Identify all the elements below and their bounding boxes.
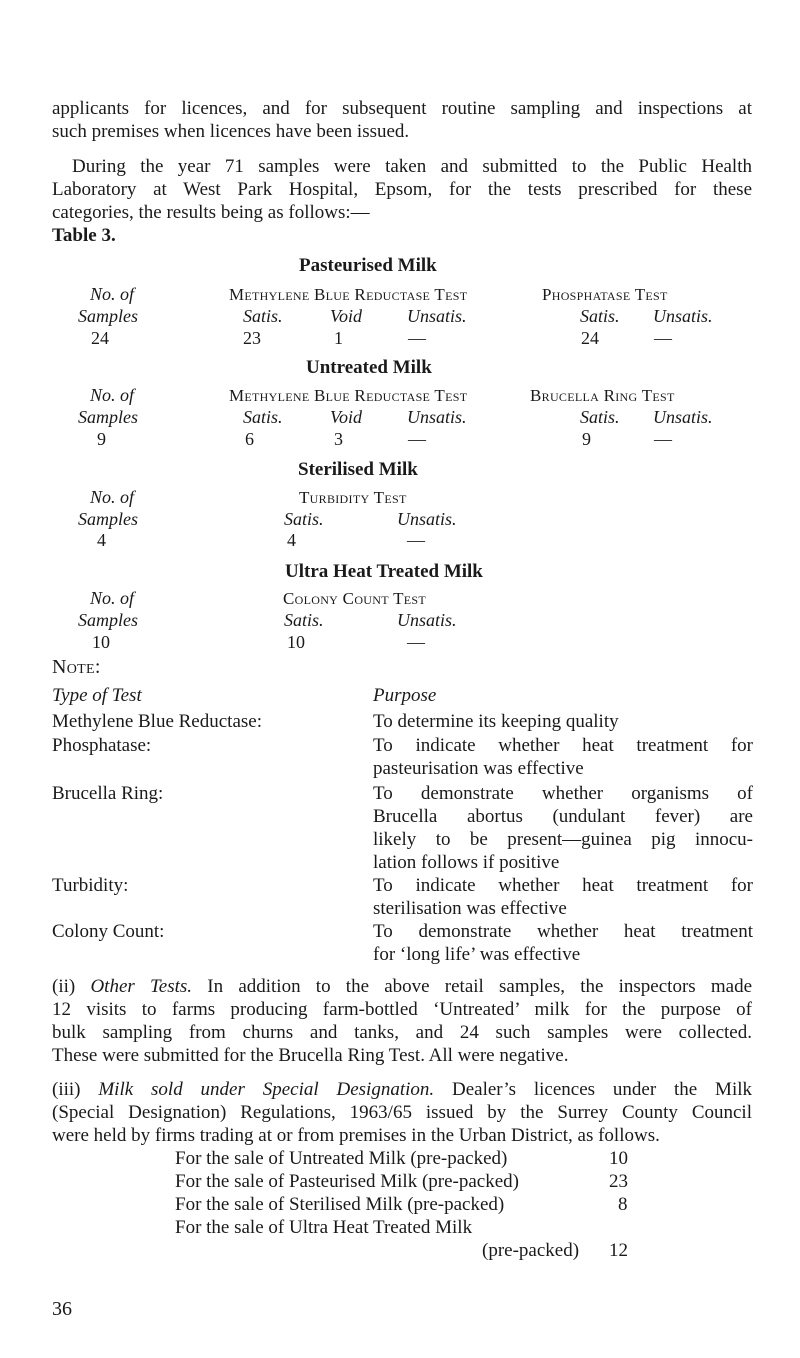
text-line: Laboratory at West Park Hospital, Epsom, for the tests prescribed for these <box>52 179 752 200</box>
no-of-label: No. of <box>90 284 135 304</box>
test-header-brucella: Brucella Ring Test <box>530 386 675 405</box>
text-line: During the year 71 samples were taken and submitted to the Public Health <box>72 156 752 177</box>
text-line: lation follows if positive <box>373 852 560 873</box>
text-line: 12 visits to farms producing farm-bottled ‘Untreated’ milk for the purpose of <box>52 999 752 1020</box>
samples-label: Samples <box>78 306 138 326</box>
value-unsatis: — <box>407 632 425 652</box>
text-line: (Special Designation) Regulations, 1963/65 issued by the Surrey County Council <box>52 1102 752 1123</box>
note-purpose-brucella <box>373 782 753 874</box>
sale-value: 8 <box>618 1194 628 1215</box>
text-line: likely to be present—guinea pig innocu- <box>373 829 753 850</box>
col-unsatis: Unsatis. <box>407 407 467 427</box>
special-line-0: Dealer’s licences under the Milk <box>452 1079 753 1100</box>
col-void: Void <box>330 306 363 326</box>
special-label: (iii) <box>52 1079 81 1100</box>
col-unsatis: Unsatis. <box>397 509 457 529</box>
text-line: sterilisation was effective <box>373 898 567 919</box>
section-title-uht: Ultra Heat Treated Milk <box>285 561 483 582</box>
text-line: To indicate whether heat treatment for <box>373 735 753 756</box>
text-line <box>52 975 752 998</box>
value-satis: 4 <box>287 530 296 550</box>
value-unsatis: — <box>407 530 425 550</box>
section-title-untreated: Untreated Milk <box>306 357 432 378</box>
note-purpose-methylene <box>373 710 753 733</box>
sale-label: (pre-packed) <box>482 1240 580 1261</box>
value-unsatis: — <box>408 429 426 449</box>
text-line: Brucella abortus (undulant fever) are <box>373 806 753 827</box>
note-type-brucella: Brucella Ring: <box>52 783 164 804</box>
note-col-type: Type of Test <box>52 685 142 706</box>
text-line: These were submitted for the Brucella Ring Test. All were negative. <box>52 1045 569 1066</box>
samples-count-uht: 10 <box>92 632 110 652</box>
intro-paragraph-2 <box>52 155 752 224</box>
test-header-phosphatase: Phosphatase Test <box>542 285 668 304</box>
section-title-sterilised: Sterilised Milk <box>298 459 418 480</box>
col-satis: Satis. <box>284 610 324 630</box>
col-unsatis: Unsatis. <box>653 306 713 326</box>
test-header-turbidity: Turbidity Test <box>299 488 407 507</box>
text-line: pasteurisation was effective <box>373 758 584 779</box>
value-satis: 6 <box>245 429 254 449</box>
value-unsatis: — <box>408 328 426 348</box>
section-title-pasteurised: Pasteurised Milk <box>299 255 437 276</box>
col-satis: Satis. <box>243 306 283 326</box>
value-satis: 10 <box>287 632 305 652</box>
other-tests-title: Other Tests. <box>90 976 193 997</box>
text-line: such premises when licences have been issued. <box>52 121 410 142</box>
sale-value: 12 <box>609 1240 628 1261</box>
text-line: To indicate whether heat treatment for <box>373 875 753 896</box>
sale-label: For the sale of Ultra Heat Treated Milk <box>175 1217 473 1238</box>
no-of-label: No. of <box>90 385 135 405</box>
sale-value: 10 <box>609 1148 628 1169</box>
value-void: 3 <box>334 429 343 449</box>
text-line: for ‘long life’ was effective <box>373 944 581 965</box>
col-satis: Satis. <box>580 407 620 427</box>
note-col-purpose: Purpose <box>373 685 437 706</box>
value-unsatis: — <box>654 429 672 449</box>
sale-value: 23 <box>609 1171 628 1192</box>
test-header-colony: Colony Count Test <box>283 589 427 608</box>
col-satis: Satis. <box>580 306 620 326</box>
sale-label: For the sale of Pasteurised Milk (pre-packed) <box>175 1171 520 1192</box>
value-satis: 23 <box>243 328 261 348</box>
text-line: To demonstrate whether heat treatment <box>373 921 753 942</box>
text-line: applicants for licences, and for subsequent routine sampling and inspections at <box>52 98 752 119</box>
value-satis: 24 <box>581 328 599 348</box>
samples-label: Samples <box>78 610 138 630</box>
col-unsatis: Unsatis. <box>407 306 467 326</box>
special-designation-paragraph <box>52 1078 752 1147</box>
other-tests-line-0: In addition to the above retail samples, the inspectors made <box>207 976 753 997</box>
col-unsatis: Unsatis. <box>653 407 713 427</box>
note-purpose-colony <box>373 920 753 966</box>
note-type-colony: Colony Count: <box>52 921 165 942</box>
col-unsatis: Unsatis. <box>397 610 457 630</box>
text-line: To determine its keeping quality <box>373 711 619 732</box>
col-satis: Satis. <box>243 407 283 427</box>
note-type-methylene: Methylene Blue Reductase: <box>52 711 262 732</box>
no-of-label: No. of <box>90 588 135 608</box>
text-line <box>52 1078 752 1101</box>
value-satis: 9 <box>582 429 591 449</box>
text-line: To demonstrate whether organisms of <box>373 783 753 804</box>
col-satis: Satis. <box>284 509 324 529</box>
samples-count-sterilised: 4 <box>97 530 106 550</box>
samples-count-untreated: 9 <box>97 429 106 449</box>
text-line: categories, the results being as follows:— <box>52 202 370 223</box>
note-purpose-turbidity <box>373 874 753 920</box>
page-number: 36 <box>52 1298 72 1320</box>
samples-label: Samples <box>78 407 138 427</box>
note-type-phosphatase: Phosphatase: <box>52 735 152 756</box>
text-line: were held by firms trading at or from premises in the Urban District, as follows. <box>52 1125 660 1146</box>
other-tests-paragraph <box>52 975 752 1067</box>
table-label: Table 3. <box>52 225 116 246</box>
intro-paragraph-1 <box>52 97 752 143</box>
value-void: 1 <box>334 328 343 348</box>
col-void: Void <box>330 407 363 427</box>
sale-label: For the sale of Sterilised Milk (pre-packed) <box>175 1194 505 1215</box>
test-header-methylene: Methylene Blue Reductase Test <box>229 285 468 304</box>
test-header-methylene: Methylene Blue Reductase Test <box>229 386 468 405</box>
note-heading: Note: <box>52 656 101 678</box>
text-line: bulk sampling from churns and tanks, and 24 such samples were collected. <box>52 1022 752 1043</box>
note-purpose-phosphatase <box>373 734 753 780</box>
no-of-label: No. of <box>90 487 135 507</box>
value-unsatis: — <box>654 328 672 348</box>
special-title: Milk sold under Special Designation. <box>98 1079 435 1100</box>
other-tests-label: (ii) <box>52 976 76 997</box>
sale-label: For the sale of Untreated Milk (pre-packed) <box>175 1148 508 1169</box>
samples-count-pasteurised: 24 <box>91 328 109 348</box>
samples-label: Samples <box>78 509 138 529</box>
note-type-turbidity: Turbidity: <box>52 875 129 896</box>
